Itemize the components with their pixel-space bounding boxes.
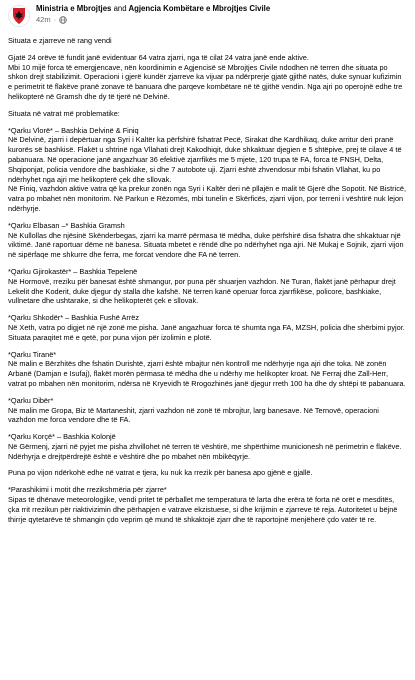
section-heading: *Qarku Korçë* – Bashkia Kolonjë: [8, 432, 116, 442]
post-paragraph: Në malin me Gropa, Biz të Martaneshit, zjarri vazhdon në zonë të mbrojtur, larg banesave. Në Ternovë, operacioni vazhdon me forca vendore dhe të FA.: [8, 405, 381, 425]
post-title: Situata e zjarreve në rang vendi: [8, 36, 112, 45]
post-paragraph: Në malin e Bërzhitës dhe fshatin Durishtë, zjarri është mbajtur nën kontroll me ndërhyrje nga ajri dhe toka. Në zonën Arbanë (Damjan e Isufaj), flakët morën përmasa të mëdha dhe u ndërhy me helikopter kroat. Në Ferraj dhe Zall-Herr, vatrat po mbahen nën monitorim, ndërsa në Kryevidh të Rrogozhinës janë djegur rreth 100 ha dhe dy shtëpi të pabanuara.: [8, 359, 406, 388]
post-body: [0, 36, 415, 524]
post-paragraph: Në Hormovë, rreziku për banesat është shmangur, por puna për shuarjen vazhdon. Në Turan, flakët janë përhapur drejt Lekelit dhe Koderit, duke djegur dy stalla dhe kafshë. Në terren kanë operuar forca zjarrfikëse, policore, bashkiake, vullnetare dhe ushtarake, si dhe helikopterët çek e sllovak.: [8, 276, 398, 306]
authors-line: [36, 4, 409, 14]
post-paragraph: Në Finiq, vazhdon aktive vatra që ka prekur zonën nga Syri i Kaltër deri në pllajën e malit të Gjerë dhe Sopotit. Në Bistricë, vatra po mbahet nën monitorim. Në Parkun e Rëzomës, mbi tunelin e Skërficës, zjarri vijon, por terreni i vështirë nuk lejon ndërhyrje.: [8, 184, 409, 213]
post-paragraph: Gjatë 24 orëve të fundit janë evidentuar 64 vatra zjarri, nga të cilat 24 vatra janë ende aktive.: [8, 52, 309, 62]
section-heading: *Qarku Dibër*: [8, 395, 54, 405]
meta-separator: ·: [53, 15, 57, 24]
section-heading: *Qarku Shkodër* – Bashkia Fushë Arrëz: [8, 313, 140, 323]
section-heading: *Qarku Elbasan –* Bashkia Gramsh: [8, 220, 125, 230]
section-heading: *Qarku Vlorë* – Bashkia Delvinë & Finiq: [8, 125, 139, 135]
section-heading: *Qarku Tiranë*: [8, 349, 57, 359]
post-header-text: [36, 4, 409, 25]
post-timestamp[interactable]: 42m: [36, 15, 51, 24]
author-primary-link[interactable]: Ministria e Mbrojtjes: [36, 4, 112, 13]
post-paragraph: Puna po vijon ndërkohë edhe në vatrat e tjera, ku nuk ka rrezik për banesa apo gjënë e gjallë.: [8, 468, 313, 478]
post-paragraph: Në Xeth, vatra po digjet në një zonë me pisha. Janë angazhuar forca të shumta nga FA, MZSH, policia dhe shërbimi pyjor. Situata paraqitet më e qetë, por puna vijon për izolimin e plotë.: [8, 322, 407, 342]
post-paragraph: Mbi 10 mijë forca të emergjencave, nën koordinimin e Agjencisë së Mbrojtjes Civile ndodhen në terren dhe situata po shkon drejt stabilizimit. Operacioni i gjerë kundër zjarreve ka vijuar pa ndërprerje gjatë gjithë natës, duke synuar kufizimin e perimetrit të flakëve pranë zonave të banuara dhe parqeve kombëtare në të gjithë vendin. Nga ajri po operojnë edhe tre helikopterë në Gramsh dhe dy të tjerë në Delvinë.: [8, 62, 405, 101]
section-intro: Situata në vatrat më problematike:: [8, 108, 120, 118]
globe-icon: [59, 16, 67, 24]
authors-and: and: [113, 4, 127, 13]
section-heading: *Qarku Gjirokastër* – Bashkia Tepelenë: [8, 266, 138, 276]
post-paragraph: Në Gërmenj, zjarri në pyjet me pisha zhvillohet në terren të vështirë, me shpërthime municionesh në perimetrin e flakëve. Ndërhyrja e drejtpërdrejtë është e vështirë dhe po mbahet nën mbikëqyrje.: [8, 441, 404, 461]
post-paragraph: Sipas të dhënave meteorologjike, vendi pritet të përballet me temperatura të larta dhe erëra të forta në orët e mesditës, çka rrit rrezikun për riaktivizimin dhe përhapjen e vatrave ekzistuese, si dhe krijimin e zjarreve të reja. Autoritetet u bëjnë thirrje qytetarëve të shmangin çdo veprim që mund të shkaktojë zjarr dhe të raportojnë menjëherë çdo vatër të re.: [8, 495, 400, 524]
post-paragraph: Në Kullollas dhe njësinë Skënderbegas, zjarri ka marrë përmasa të mëdha, duke përfshirë disa fshatra dhe shkaktuar një viktimë. Janë raportuar dëme në banesa. Situata mbetet e rëndë dhe po ndërhyhet nga ajri. Në Mukaj e Sojnik, zjarri vijon në sipërfaqe me shkurre dhe ferra, me forcat vendore dhe FA në terren.: [8, 230, 406, 260]
post-paragraph: Në Delvinë, zjarri i depërtuar nga Syri i Kaltër ka përfshirë fshatrat Pecë, Sirakat dhe Kardhikaq, duke arritur deri pranë kurorës së bashkisë. Flakët u shtrinë nga Vllahati drejt Kakodhiqit, duke shkaktuar djegien e 5 shtëpive, prej të cilave 4 të pabanuara. Në operacione janë angazhuar 36 efektivë zjarrfikës me 5 mjete, 120 trupa të FA, forca të FNSH, Delta, Shqiponjat, policia vendore dhe bashkiake, si dhe 7 autobote uji. Zjarri është zhvendosur mbi fshatin Vllahat, ku po ndërhyhet nga ajri me helikopterë çek dhe sllovak.: [8, 135, 404, 184]
post-header: [0, 0, 415, 36]
author-secondary-link[interactable]: Agjencia Kombëtare e Mbrojtjes Civile: [128, 4, 271, 13]
section-heading: *Parashikimi i motit dhe rrezikshmëria për zjarre*: [8, 485, 167, 495]
page-avatar[interactable]: [8, 5, 30, 27]
coat-of-arms-icon: [11, 7, 27, 25]
post-meta: [36, 14, 409, 25]
